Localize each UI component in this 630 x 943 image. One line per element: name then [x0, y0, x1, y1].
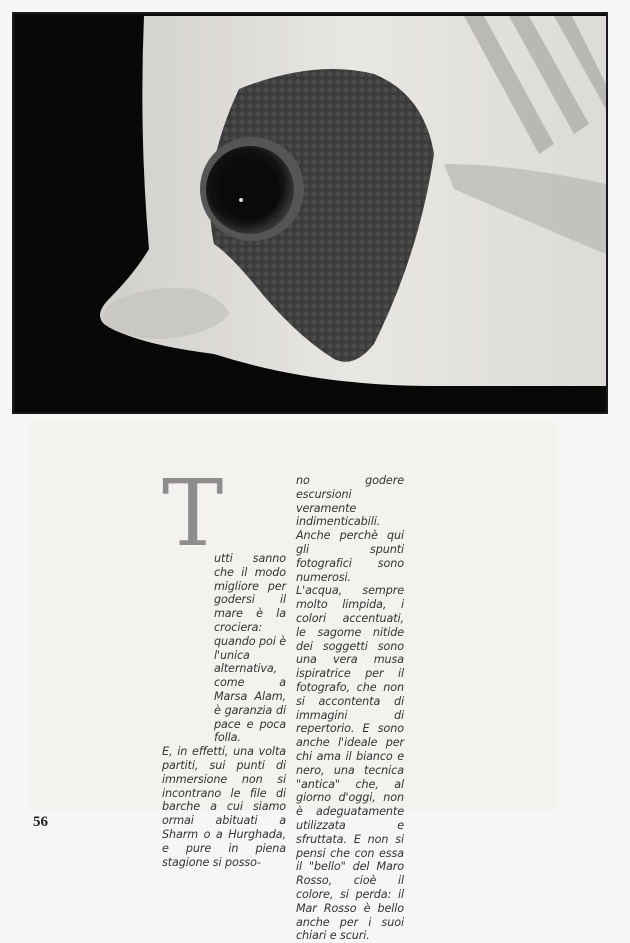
article-column-left	[162, 474, 286, 869]
article-column-right	[296, 474, 404, 943]
paragraph-cruise: E, in effetti, una volta partiti, sui punti di immersione non si incontrano le file di barche a cui siamo ormai abituati a Sharm o a Hurghada, e pure in piena stagione si posso-	[162, 745, 286, 869]
text-background	[30, 420, 555, 810]
fish-photo	[12, 12, 608, 414]
page-number: 56	[33, 814, 48, 830]
paragraph-excursions: no godere escursioni veramente indimenticabili. Anche perchè qui gli spunti fotografici sono numerosi.	[296, 474, 404, 584]
paragraph-intro: utti sanno che il modo migliore per godersi il mare è la crociera: quando poi è l'unica alternativa, come a Marsa Alam, è garanzia di pace e poca folla.	[214, 552, 286, 745]
paragraph-photography: L'acqua, sempre molto limpida, i colori accentuati, le sagome nitide dei soggetti sono una vera musa ispiratrice per il fotografo, che non si accontenta di immagini di repertorio. E sono anche l'ideale per chi ama il bianco e nero, una tecnica "antica" che, al giorno d'oggi, non è adeguatamente utilizzata e sfruttata. E non si pensi che con essa il "bello" del Maro Rosso, cioè il colore, si perda: il Mar Rosso è bello anche per i suoi chiari e scuri.	[296, 584, 404, 943]
fish-illustration	[14, 14, 606, 412]
drop-cap: T	[162, 460, 224, 567]
